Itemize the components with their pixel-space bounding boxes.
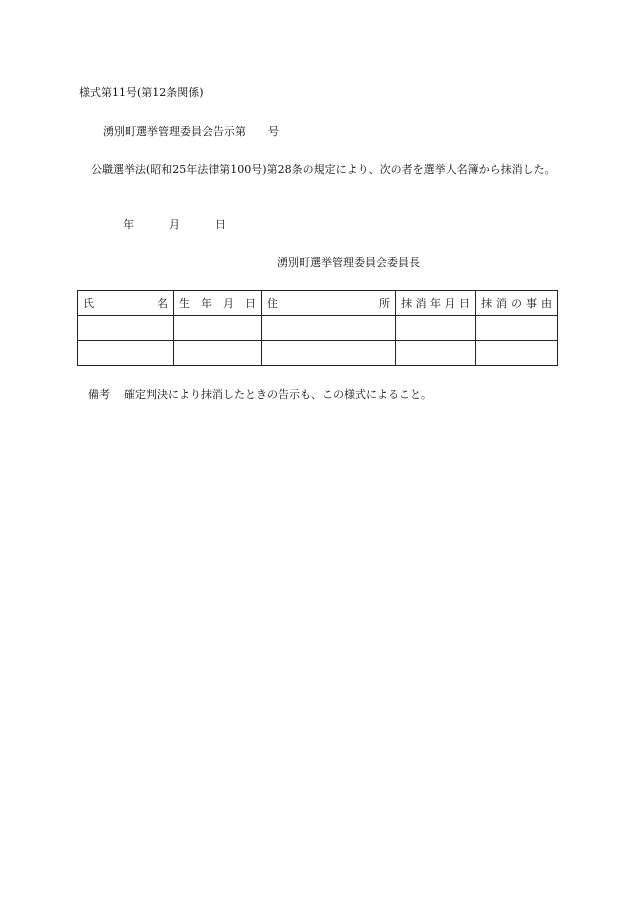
header-char: 月	[223, 297, 234, 310]
header-char: 所	[379, 297, 390, 310]
header-birthdate	[174, 291, 262, 316]
header-char: 消	[415, 297, 427, 310]
date-line	[123, 218, 226, 232]
header-char: 事	[526, 297, 537, 310]
header-char: 住	[267, 297, 278, 310]
table-cell	[174, 316, 262, 341]
remark-text: 確定判決により抹消したときの告示も、この様式によること。	[124, 388, 432, 401]
header-removal-reason	[476, 291, 558, 316]
header-address	[262, 291, 396, 316]
header-char: 抹	[481, 297, 492, 310]
table-row	[78, 316, 558, 341]
header-char: 月	[444, 297, 456, 310]
header-char: 生	[179, 297, 190, 310]
table-cell	[476, 341, 558, 366]
header-char: 年	[430, 297, 441, 310]
remark	[88, 388, 432, 402]
header-char: 消	[496, 297, 507, 310]
header-char: 年	[201, 297, 212, 310]
header-char: の	[511, 297, 522, 310]
table-cell	[476, 316, 558, 341]
table-cell	[396, 316, 476, 341]
header-removal-date	[396, 291, 476, 316]
notice-body	[79, 161, 559, 178]
table-row	[78, 341, 558, 366]
table-cell	[78, 316, 174, 341]
header-char: 抹	[401, 297, 412, 310]
remark-label: 備考	[88, 388, 110, 401]
header-name	[78, 291, 174, 316]
header-char: 日	[459, 297, 470, 310]
day-label: 日	[215, 218, 226, 231]
header-char: 名	[157, 297, 168, 310]
table-cell	[262, 341, 396, 366]
year-label: 年	[123, 218, 134, 231]
signer-title: 湧別町選挙管理委員会委員長	[277, 256, 420, 269]
header-char: 由	[541, 297, 552, 310]
header-char: 日	[245, 297, 256, 310]
notice-title: 湧別町選挙管理委員会告示第 号	[103, 125, 279, 138]
table-header-row	[78, 291, 558, 316]
header-char: 氏	[83, 297, 94, 310]
form-number: 様式第11号(第12条関係)	[79, 86, 204, 99]
table-cell	[396, 341, 476, 366]
table-cell	[174, 341, 262, 366]
table-cell	[262, 316, 396, 341]
table-cell	[78, 341, 174, 366]
removal-register-table	[77, 290, 558, 366]
notice-body-text: 公職選挙法(昭和25年法律第100号)第28条の規定により、次の者を選挙人名簿から抹消した。	[91, 163, 556, 176]
month-label: 月	[169, 218, 180, 231]
